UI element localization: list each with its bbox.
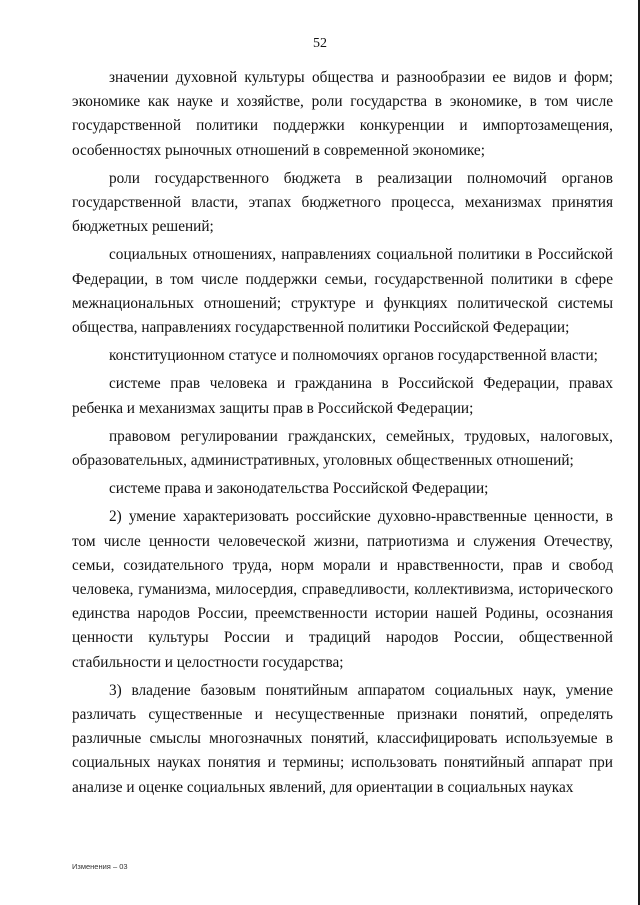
paragraph-state-budget: роли государственного бюджета в реализации полномочий органов государственной власти, этапах бюджетного процесса, механизмах принятия бюджетных решений; — [72, 169, 613, 236]
paragraph-social-relations: социальных отношениях, направлениях социальной политики в Российской Федерации, в том числе поддержки семьи, государственной политики в сфере межнациональных отношений; структуре и функциях политической системы общества, направлениях государственной политики Российской Федерации; — [72, 246, 613, 337]
footer-changes-note: Изменения – 03 — [72, 862, 128, 871]
page-number: 52 — [313, 36, 327, 51]
paragraph-legal-regulation: правовом регулировании гражданских, семейных, трудовых, налоговых, образовательных, административных, уголовных общественных отношений; — [72, 427, 613, 470]
paragraph-human-rights: системе прав человека и гражданина в Российской Федерации, правах ребенка и механизмах защиты прав в Российской Федерации; — [72, 375, 613, 417]
paragraph-culture-economy: значении духовной культуры общества и разнообразии ее видов и форм; экономике как науке и хозяйстве, роли государства в экономике, в том числе государственной политики поддержки конкуренции и импортозамещения, особенностях рыночных отношений в современной экономике; — [72, 69, 613, 159]
body-text — [72, 66, 613, 804]
paragraph-item-2-values: 2) умение характеризовать российские духовно-нравственные ценности, в том числе ценности человеческой жизни, патриотизма и служения Отечеству, семьи, созидательного труда, норм морали и нравственности, прав и свобод человека, гуманизма, милосердия, справедливости, коллективизма, исторического единства народов России, преемственности истории нашей Родины, осознания ценности культуры России и традиций народов России, общественной стабильности и целостности государства; — [72, 508, 613, 671]
paragraph-constitutional-status: конституционном статусе и полномочиях органов государственной власти; — [109, 347, 598, 365]
paragraph-item-3-concepts: 3) владение базовым понятийным аппаратом социальных наук, умение различать существенные и несущественные признаки понятий, определять различные смыслы многозначных понятий, классифицировать используемые в социальных науках понятия и термины; использовать понятийный аппарат при анализе и оценке социальных явлений, для ориентации в социальных науках — [72, 681, 613, 796]
paragraph-legal-system: системе права и законодательства Российской Федерации; — [109, 480, 489, 498]
